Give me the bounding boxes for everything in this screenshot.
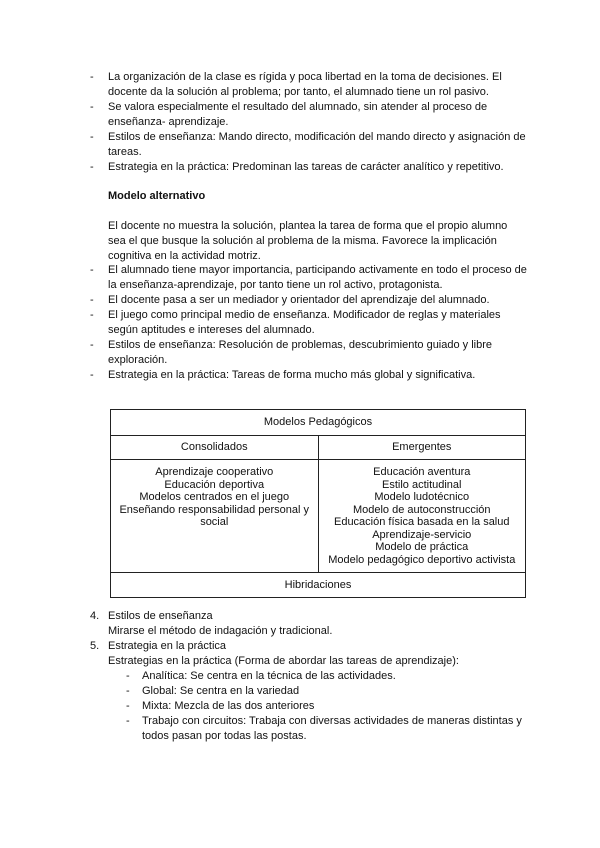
alt-model-list (90, 263, 530, 383)
table-title: Modelos Pedagógicos (111, 410, 526, 436)
table-cell-item: Enseñando responsabilidad personal y social (119, 503, 310, 528)
list-item (126, 699, 526, 714)
table-cell-item: Educación deportiva (164, 478, 265, 491)
dash-bullet: - (126, 715, 130, 727)
dash-bullet: - (90, 369, 94, 381)
list-item-text: Analítica: Se centra en la técnica de las actividades. (142, 670, 396, 682)
list-item (126, 669, 526, 684)
dash-bullet: - (90, 264, 94, 276)
list-item-text: Global: Se centra en la variedad (142, 685, 300, 697)
list-item (90, 263, 530, 293)
list-item-text: Se valora especialmente el resultado del alumnado, sin atender al proceso de enseñanza- aprendizaje. (108, 101, 488, 128)
consolidated-models-cell (111, 460, 319, 573)
list-item-text: Estilos de enseñanza: Resolución de problemas, descubrimiento guiado y libre exploración. (108, 339, 493, 366)
column-header-emerging: Emergentes (318, 436, 526, 460)
dash-bullet: - (90, 339, 94, 351)
dash-bullet: - (90, 101, 94, 113)
item-number: 4. (90, 610, 100, 622)
list-item-text: Trabajo con circuitos: Trabaja con diversas actividades de maneras distintas y todos pasan por todas las postas. (142, 715, 522, 742)
list-item (90, 100, 530, 130)
item-title: Estrategia en la práctica (108, 640, 227, 652)
dash-bullet: - (90, 131, 94, 143)
table-cell-item: Modelo de práctica (375, 541, 469, 553)
list-item-text: Estrategia en la práctica: Tareas de forma mucho más global y significativa. (108, 369, 476, 381)
pedagogical-models-table (110, 409, 526, 598)
list-item-text: El alumnado tiene mayor importancia, participando activamente en todo el proceso de la enseñanza-aprendizaje, por tanto tiene un rol activo, protagonista. (108, 264, 527, 291)
numbered-list (90, 609, 530, 669)
list-item-text: Estrategia en la práctica: Predominan las tareas de carácter analítico y repetitivo. (108, 161, 504, 173)
dash-bullet: - (126, 685, 130, 697)
table-footer: Hibridaciones (111, 573, 526, 598)
dash-bullet: - (126, 670, 130, 682)
numbered-item (90, 609, 530, 639)
list-item-text: Estilos de enseñanza: Mando directo, modificación del mando directo y asignación de tareas. (108, 131, 526, 158)
list-item (90, 338, 530, 368)
numbered-item (90, 639, 530, 669)
table-cell-item: Modelos centrados en el juego (139, 491, 290, 503)
table-cell-item: Aprendizaje cooperativo (155, 466, 274, 478)
list-item (90, 160, 530, 175)
item-number: 5. (90, 640, 100, 652)
section-heading: Modelo alternativo (108, 190, 206, 202)
list-item (90, 130, 530, 160)
list-item (126, 684, 526, 699)
list-item (126, 714, 526, 744)
list-item-text: El juego como principal medio de enseñanza. Modificador de reglas y materiales según aptitudes e intereses del alumnado. (108, 309, 501, 336)
traditional-model-list (90, 70, 530, 175)
table-cell-item: Aprendizaje-servicio (372, 528, 472, 541)
list-item (90, 70, 530, 100)
table-cell-item: Educación física basada en la salud (333, 516, 510, 528)
list-item-text: El docente pasa a ser un mediador y orientador del aprendizaje del alumnado. (108, 294, 490, 306)
list-item-text: La organización de la clase es rígida y poca libertad en la toma de decisiones. El docente da la solución al problema; por tanto, el alumnado tiene un rol pasivo. (108, 71, 502, 98)
item-detail: Estrategias en la práctica (Forma de abordar las tareas de aprendizaje): (108, 655, 459, 667)
item-title: Estilos de enseñanza (108, 610, 213, 622)
strategies-list (126, 669, 526, 744)
table-cell-item: Modelo de autoconstrucción (352, 503, 491, 516)
table-cell-item: Educación aventura (373, 466, 471, 478)
table-cell-item: Estilo actitudinal (382, 478, 462, 491)
dash-bullet: - (126, 700, 130, 712)
table-cell-item: Modelo pedagógico deportivo activista (328, 553, 516, 566)
item-detail: Mirarse el método de indagación y tradicional. (108, 625, 333, 637)
list-item (90, 368, 530, 383)
column-header-consolidated: Consolidados (111, 436, 319, 460)
list-item (90, 293, 530, 308)
table-cell-item: Modelo ludotécnico (374, 491, 470, 503)
alt-model-intro: El docente no muestra la solución, plantea la tarea de forma que el propio alumno sea el que busque la solución al problema de la misma. Favorece la implicación cognitiva en la actividad motriz. (108, 220, 508, 262)
list-item-text: Mixta: Mezcla de las dos anteriores (142, 700, 315, 712)
dash-bullet: - (90, 71, 94, 83)
list-item (90, 308, 530, 338)
emerging-models-cell (318, 460, 526, 573)
dash-bullet: - (90, 294, 94, 306)
dash-bullet: - (90, 309, 94, 321)
dash-bullet: - (90, 161, 94, 173)
